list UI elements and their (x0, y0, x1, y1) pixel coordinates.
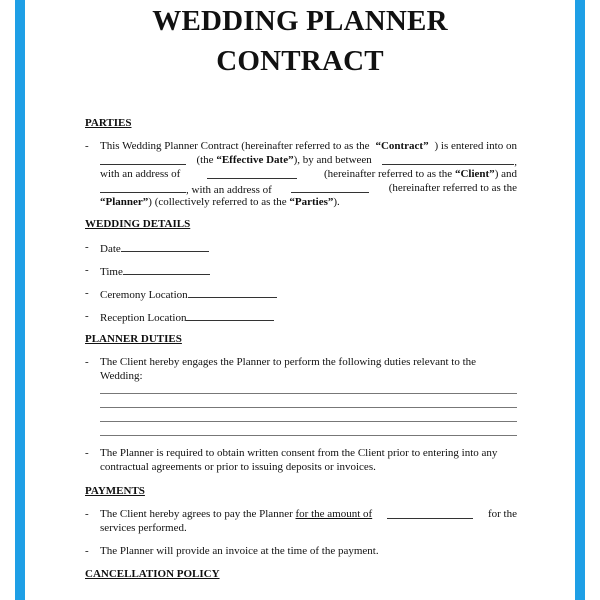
client-address-blank[interactable] (207, 168, 297, 179)
payments-text: for the (487, 508, 517, 520)
page-border-left (15, 0, 25, 600)
parties-text: ) (collectively referred to as the (148, 196, 290, 208)
document-title-line1: WEDDING PLANNER (152, 5, 448, 37)
planner-name-blank[interactable] (100, 182, 186, 193)
parties-line-5 (100, 196, 340, 208)
duties-text-line1: The Client hereby engages the Planner to perform the following duties relevant to the (100, 356, 477, 368)
date-label: Date (100, 243, 121, 255)
consent-text-line1: The Planner is required to obtain written consent from the Client prior to entering into any (100, 447, 498, 459)
client-name-blank[interactable] (382, 154, 514, 165)
bullet-dash: - (85, 447, 89, 459)
parties-text: , with an address of (186, 184, 272, 196)
wedding-detail-ceremony (100, 287, 277, 301)
parties-heading: PARTIES (85, 117, 132, 129)
duties-text-line2: Wedding: (100, 370, 143, 382)
reception-location-label: Reception Location (100, 312, 187, 324)
bullet-dash: - (85, 310, 89, 322)
payments-text: The Client hereby agrees to pay the Planner (100, 508, 296, 520)
document-title-line2: CONTRACT (216, 45, 384, 77)
bullet-dash: - (85, 264, 89, 276)
planner-duties-heading: PLANNER DUTIES (85, 333, 182, 345)
duties-blank-line[interactable] (100, 435, 517, 436)
parties-text: ) and (494, 168, 517, 180)
wedding-details-heading: WEDDING DETAILS (85, 218, 191, 230)
parties-text: ), by and between (293, 154, 372, 166)
effective-date-blank[interactable] (100, 154, 186, 165)
wedding-detail-date (100, 241, 209, 255)
date-blank[interactable] (121, 241, 209, 252)
duties-blank-line[interactable] (100, 407, 517, 408)
page-border-right (575, 0, 585, 600)
comma: , (514, 156, 517, 168)
ceremony-location-blank[interactable] (188, 287, 277, 298)
bullet-dash: - (85, 508, 89, 520)
wedding-detail-reception (100, 310, 274, 324)
parties-text: This Wedding Planner Contract (hereinafter referred to as the (100, 140, 370, 152)
payment-amount-text: for the amount of (295, 508, 373, 520)
wedding-detail-time (100, 264, 210, 278)
payment-amount-blank[interactable] (387, 508, 473, 519)
duties-blank-line[interactable] (100, 393, 517, 394)
planner-term: “Planner” (100, 196, 149, 208)
parties-text: ). (333, 196, 340, 208)
planner-address-blank[interactable] (291, 182, 369, 193)
effective-date-term: “Effective Date” (216, 154, 294, 166)
parties-line-1 (100, 140, 517, 152)
contract-term: “Contract” (375, 140, 429, 152)
parties-text: (hereinafter referred to as the (388, 182, 517, 194)
payments-line-2: services performed. (100, 522, 187, 534)
parties-text: (the (196, 154, 217, 166)
parties-text: ) is entered into on (434, 140, 517, 152)
parties-text: (hereinafter referred to as the (323, 168, 455, 180)
parties-line-4 (100, 182, 517, 196)
invoice-text: The Planner will provide an invoice at the time of the payment. (100, 545, 379, 557)
parties-text: with an address of (100, 168, 181, 180)
client-term: “Client” (454, 168, 495, 180)
time-label: Time (100, 266, 123, 278)
payments-heading: PAYMENTS (85, 485, 145, 497)
cancellation-policy-heading: CANCELLATION POLICY (85, 568, 220, 580)
bullet-dash: - (85, 356, 89, 368)
bullet-dash: - (85, 545, 89, 557)
payments-line-1 (100, 508, 517, 520)
duties-blank-line[interactable] (100, 421, 517, 422)
parties-line-2 (100, 154, 517, 168)
consent-text-line2: contractual agreements or prior to issuing deposits or invoices. (100, 461, 376, 473)
ceremony-location-label: Ceremony Location (100, 289, 188, 301)
bullet-dash: - (85, 140, 89, 152)
parties-term: “Parties” (289, 196, 334, 208)
time-blank[interactable] (123, 264, 210, 275)
reception-location-blank[interactable] (186, 310, 274, 321)
parties-line-3 (100, 168, 517, 180)
bullet-dash: - (85, 241, 89, 253)
bullet-dash: - (85, 287, 89, 299)
